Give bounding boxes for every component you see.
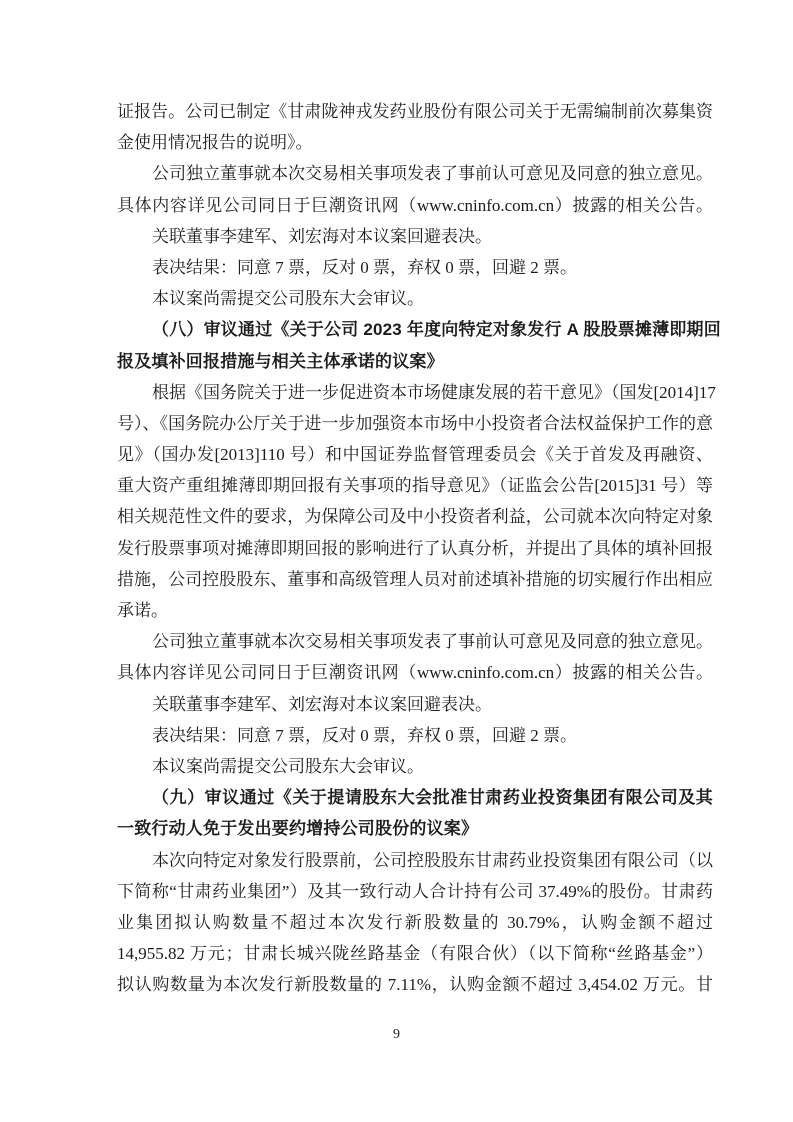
page-number: 9 (393, 1027, 400, 1042)
text-line: 表决结果：同意 7 票，反对 0 票，弃权 0 票，回避 2 票。 (152, 725, 577, 745)
text-line: 承诺。 (117, 601, 168, 620)
document-text-body (117, 96, 721, 1000)
text-line: 关联董事李建军、刘宏海对本议案回避表决。 (152, 694, 492, 714)
text-line: 本议案尚需提交公司股东大会审议。 (152, 289, 424, 309)
text-line: （八）审议通过《关于公司 2023 年度向特定对象发行 A 股股票摊薄即期回 (152, 320, 721, 340)
text-line: 相关规范性文件的要求，为保障公司及中小投资者利益，公司就本次向特定对象 (117, 507, 713, 527)
text-line: 报及填补回报措施与相关主体承诺的议案》 (117, 351, 444, 371)
text-line: 重大资产重组摊薄即期回报有关事项的指导意见》（证监会公告[2015]31 号）等 (117, 476, 713, 496)
text-line: 证报告。公司已制定《甘肃陇神戎发药业股份有限公司关于无需编制前次募集资 (117, 102, 713, 121)
text-line: 金使用情况报告的说明》。 (117, 133, 313, 153)
text-line: 根据《国务院关于进一步促进资本市场健康发展的若干意见》（国发[2014]17 (152, 382, 716, 402)
text-line: 14,955.82 万元；甘肃长城兴陇丝路基金（有限合伙）（以下简称“丝路基金”） (117, 944, 713, 964)
text-line: 见》（国办发[2013]110 号）和中国证券监督管理委员会《关于首发及再融资、 (117, 445, 713, 465)
text-line: 表决结果：同意 7 票，反对 0 票，弃权 0 票，回避 2 票。 (152, 257, 577, 277)
text-line: 具体内容详见公司同日于巨潮资讯网（www.cninfo.com.cn）披露的相关公告。 (117, 663, 713, 683)
text-line: 本议案尚需提交公司股东大会审议。 (152, 756, 424, 776)
text-line: 业集团拟认购数量不超过本次发行新股数量的 30.79%，认购金额不超过 (117, 912, 713, 932)
text-line: 号）、《国务院办公厅关于进一步加强资本市场中小投资者合法权益保护工作的意 (117, 413, 713, 433)
text-line: 措施，公司控股股东、董事和高级管理人员对前述填补措施的切实履行作出相应 (117, 569, 713, 589)
text-line: 一致行动人免于发出要约增持公司股份的议案》 (117, 819, 479, 839)
text-line: 下简称“甘肃药业集团”）及其一致行动人合计持有公司 37.49%的股份。甘肃药 (117, 881, 713, 901)
text-line: 公司独立董事就本次交易相关事项发表了事前认可意见及同意的独立意见。 (152, 164, 713, 184)
text-line: 关联董事李建军、刘宏海对本议案回避表决。 (152, 226, 492, 246)
text-line: 公司独立董事就本次交易相关事项发表了事前认可意见及同意的独立意见。 (152, 632, 713, 652)
text-line: （九）审议通过《关于提请股东大会批准甘肃药业投资集团有限公司及其 (152, 788, 713, 808)
text-line: 发行股票事项对摊薄即期回报的影响进行了认真分析，并提出了具体的填补回报 (117, 538, 713, 558)
text-line: 具体内容详见公司同日于巨潮资讯网（www.cninfo.com.cn）披露的相关公告。 (117, 195, 713, 215)
text-line: 拟认购数量为本次发行新股数量的 7.11%，认购金额不超过 3,454.02 万元。甘 (117, 975, 713, 995)
text-line: 本次向特定对象发行股票前，公司控股股东甘肃药业投资集团有限公司（以 (152, 850, 713, 870)
